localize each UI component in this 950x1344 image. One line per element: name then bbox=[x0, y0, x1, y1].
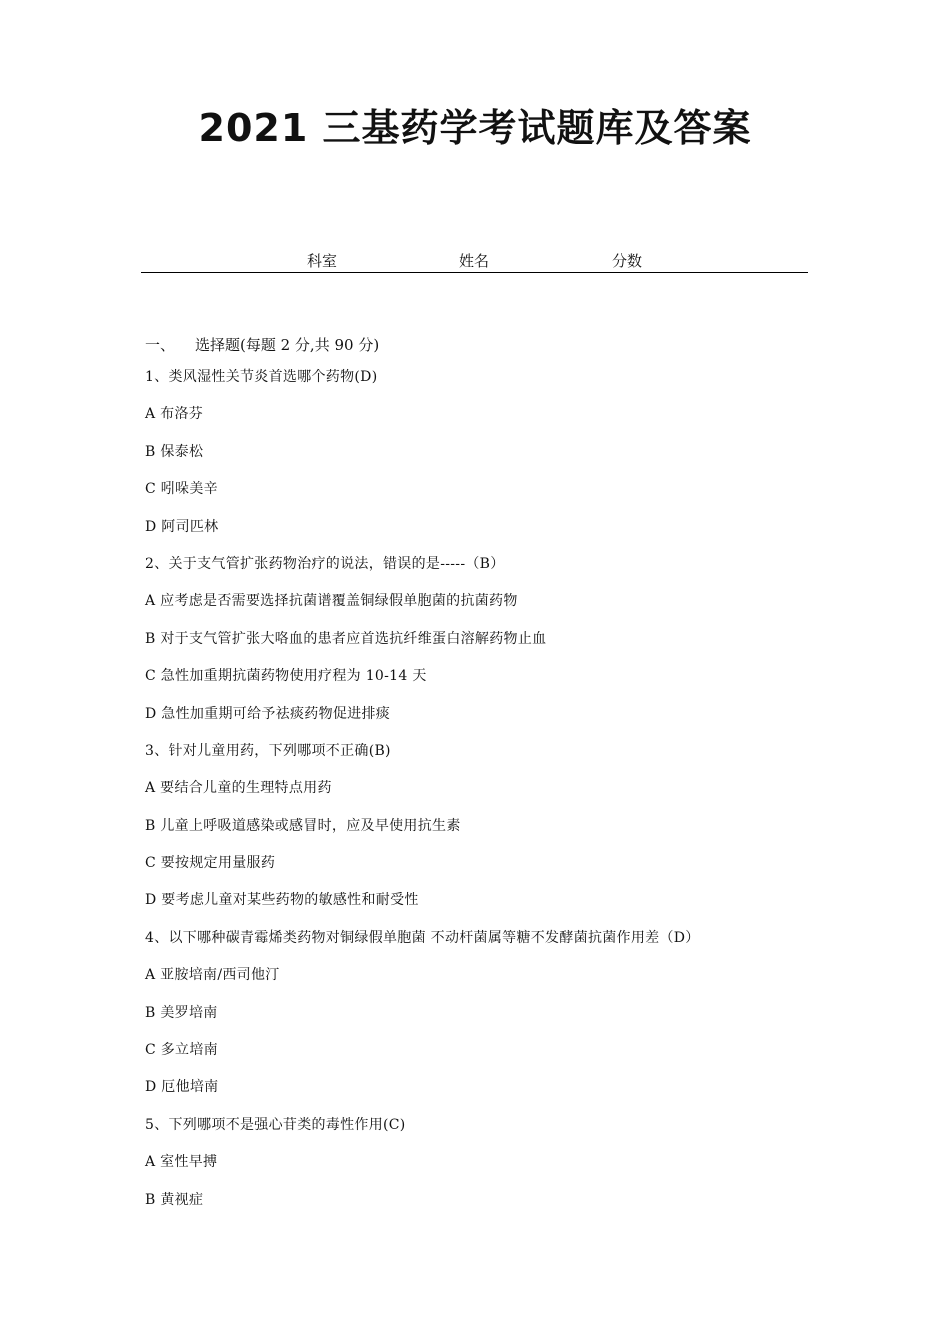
question-line: 5、下列哪项不是强心苷类的毒性作用(C) bbox=[145, 1116, 406, 1133]
header-fields bbox=[141, 250, 808, 273]
option-line: A 应考虑是否需要选择抗菌谱覆盖铜绿假单胞菌的抗菌药物 bbox=[145, 593, 518, 610]
option-line: B 对于支气管扩张大咯血的患者应首选抗纤维蛋白溶解药物止血 bbox=[145, 630, 547, 647]
question-line: 1、类风湿性关节炎首选哪个药物(D) bbox=[145, 369, 378, 385]
section-heading bbox=[145, 334, 379, 356]
option-line: B 黄视症 bbox=[145, 1191, 204, 1208]
option-line: B 儿童上呼吸道感染或感冒时，应及早使用抗生素 bbox=[145, 817, 461, 834]
question-line: 4、以下哪种碳青霉烯类药物对铜绿假单胞菌 不动杆菌属等糖不发酵菌抗菌作用差（D） bbox=[145, 929, 700, 946]
section-label: 选择题(每题 2 分,共 90 分) bbox=[195, 336, 380, 354]
option-line: D 厄他培南 bbox=[145, 1079, 219, 1096]
option-line: D 要考虑儿童对某些药物的敏感性和耐受性 bbox=[145, 892, 419, 909]
document-title: 2021 三基药学考试题库及答案 bbox=[198, 106, 752, 150]
option-line: C 多立培南 bbox=[145, 1042, 218, 1059]
option-line: D 阿司匹林 bbox=[145, 518, 219, 535]
name-label: 姓名 bbox=[459, 252, 490, 270]
option-line: B 美罗培南 bbox=[145, 1004, 218, 1021]
option-line: A 室性早搏 bbox=[145, 1154, 218, 1171]
section-number: 一、 bbox=[145, 336, 176, 354]
department-label: 科室 bbox=[307, 252, 338, 270]
score-label: 分数 bbox=[612, 252, 643, 270]
option-line: C 急性加重期抗菌药物使用疗程为 10-14 天 bbox=[145, 668, 427, 685]
question-line: 2、关于支气管扩张药物治疗的说法，错误的是-----（B） bbox=[145, 555, 505, 572]
option-line: B 保泰松 bbox=[145, 443, 204, 460]
option-line: A 要结合儿童的生理特点用药 bbox=[145, 780, 332, 797]
option-line: A 布洛芬 bbox=[145, 406, 204, 423]
option-line: D 急性加重期可给予祛痰药物促进排痰 bbox=[145, 705, 391, 722]
option-line: A 亚胺培南/西司他汀 bbox=[145, 967, 280, 984]
option-line: C 吲哚美辛 bbox=[145, 481, 218, 498]
option-line: C 要按规定用量服药 bbox=[145, 855, 276, 872]
question-list bbox=[145, 366, 700, 1226]
question-line: 3、针对儿童用药，下列哪项不正确(B) bbox=[145, 742, 391, 759]
